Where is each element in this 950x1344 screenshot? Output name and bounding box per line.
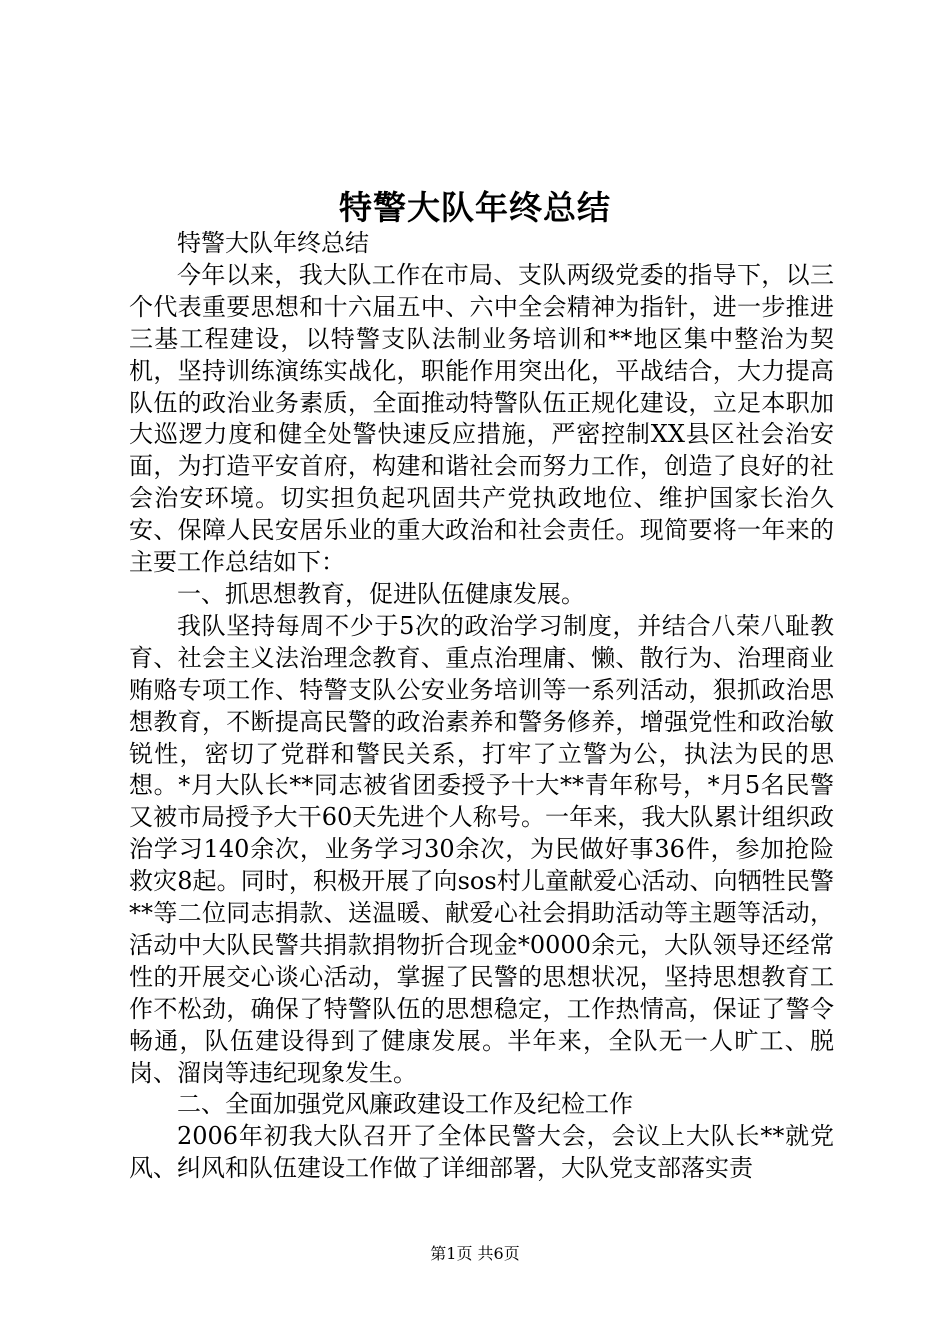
paragraph-subtitle: 特警大队年终总结 <box>177 229 369 257</box>
page-number-footer: 第1页 共6页 <box>430 1244 520 1263</box>
section-heading-1: 一、抓思想教育，促进队伍健康发展。 <box>177 579 585 608</box>
document-body <box>129 228 834 1185</box>
paragraph-intro: 今年以来，我大队工作在市局、支队两级党委的指导下，以三个代表重要思想和十六届五中、六中全会精神为指针，进一步推进三基工程建设，以特警支队法制业务培训和**地区集中整治为契机，坚持训练演练实战化，职能作用突出化，平战结合，大力提高队伍的政治业务素质，全面推动特警队伍正规化建设，立足本职加大巡逻力度和健全处警快速反应措施，严密控制XX县区社会治安面，为打造平安首府，构建和谐社会而努力工作，创造了良好的社会治安环境。切实担负起巩固共产党执政地位、维护国家长治久安、保障人民安居乐业的重大政治和社会责任。现简要将一年来的主要工作总结如下： <box>129 260 834 577</box>
paragraph-section-2: 2006年初我大队召开了全体民警大会，会议上大队长**就党风、纠风和队伍建设工作做了详细部署，大队党支部落实责 <box>129 1122 834 1183</box>
paragraph-section-1: 我队坚持每周不少于5次的政治学习制度，并结合八荣八耻教育、社会主义法治理念教育、重点治理庸、懒、散行为、治理商业贿赂专项工作、特警支队公安业务培训等一系列活动，狠抓政治思想教育，不断提高民警的政治素养和警务修养，增强党性和政治敏锐性，密切了党群和警民关系，打牢了立警为公，执法为民的思想。*月大队长**同志被省团委授予十大**青年称号，*月5名民警又被市局授予大干60天先进个人称号。一年来，我大队累计组织政治学习140余次，业务学习30余次，为民做好事36件，参加抢险救灾8起。同时，积极开展了向sos村儿童献爱心活动、向牺牲民警**等二位同志捐款、送温暖、献爱心社会捐助活动等主题等活动，活动中大队民警共捐款捐物折合现金*0000余元，大队领导还经常性的开展交心谈心活动，掌握了民警的思想状况，坚持思想教育工作不松劲，确保了特警队伍的思想稳定，工作热情高，保证了警令畅通，队伍建设得到了健康发展。半年来，全队无一人旷工、脱岗、溜岗等违纪现象发生。 <box>129 611 834 1087</box>
document-title: 特警大队年终总结 <box>339 188 611 227</box>
section-heading-2: 二、全面加强党风廉政建设工作及纪检工作 <box>177 1090 633 1119</box>
